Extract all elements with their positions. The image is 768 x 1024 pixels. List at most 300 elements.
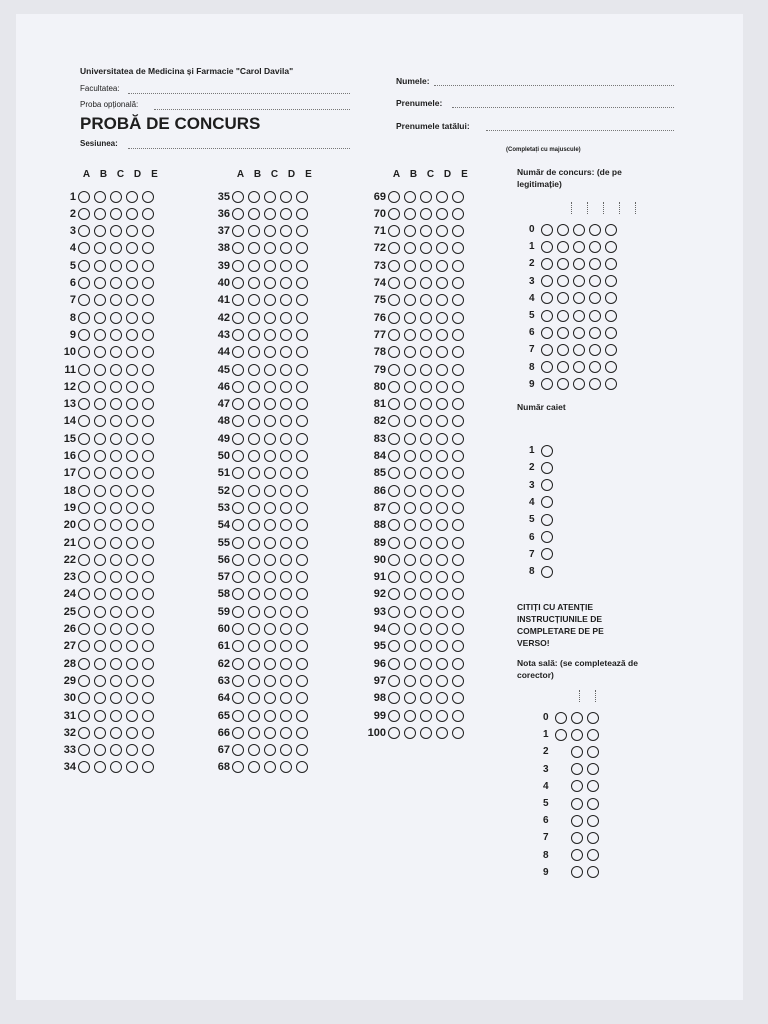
answer-bubble[interactable] [248, 710, 260, 722]
grade-decimal-bubble[interactable] [587, 780, 599, 792]
answer-bubble[interactable] [436, 191, 448, 203]
answer-bubble[interactable] [280, 398, 292, 410]
answer-bubble[interactable] [388, 606, 400, 618]
answer-bubble[interactable] [94, 346, 106, 358]
contest-bubble[interactable] [589, 241, 601, 253]
answer-bubble[interactable] [126, 640, 138, 652]
answer-bubble[interactable] [388, 519, 400, 531]
answer-bubble[interactable] [248, 433, 260, 445]
answer-bubble[interactable] [280, 640, 292, 652]
answer-bubble[interactable] [452, 381, 464, 393]
answer-bubble[interactable] [94, 588, 106, 600]
answer-bubble[interactable] [420, 485, 432, 497]
answer-bubble[interactable] [296, 519, 308, 531]
answer-bubble[interactable] [78, 329, 90, 341]
answer-bubble[interactable] [248, 623, 260, 635]
answer-bubble[interactable] [452, 502, 464, 514]
answer-bubble[interactable] [78, 640, 90, 652]
faculty-field[interactable] [128, 93, 350, 94]
answer-bubble[interactable] [94, 485, 106, 497]
grade-units-bubble[interactable] [571, 763, 583, 775]
answer-bubble[interactable] [452, 537, 464, 549]
answer-bubble[interactable] [404, 346, 416, 358]
answer-bubble[interactable] [264, 537, 276, 549]
answer-bubble[interactable] [94, 381, 106, 393]
answer-bubble[interactable] [296, 485, 308, 497]
answer-bubble[interactable] [420, 433, 432, 445]
answer-bubble[interactable] [280, 519, 292, 531]
answer-bubble[interactable] [436, 692, 448, 704]
answer-bubble[interactable] [420, 364, 432, 376]
answer-bubble[interactable] [436, 658, 448, 670]
answer-bubble[interactable] [232, 450, 244, 462]
answer-bubble[interactable] [110, 761, 122, 773]
contest-bubble[interactable] [557, 275, 569, 287]
answer-bubble[interactable] [436, 277, 448, 289]
booklet-bubble[interactable] [541, 531, 553, 543]
answer-bubble[interactable] [232, 640, 244, 652]
answer-bubble[interactable] [404, 225, 416, 237]
answer-bubble[interactable] [78, 675, 90, 687]
contest-bubble[interactable] [541, 378, 553, 390]
grade-units-bubble[interactable] [571, 712, 583, 724]
answer-bubble[interactable] [264, 312, 276, 324]
answer-bubble[interactable] [232, 710, 244, 722]
answer-bubble[interactable] [264, 329, 276, 341]
contest-bubble[interactable] [589, 378, 601, 390]
answer-bubble[interactable] [264, 554, 276, 566]
answer-bubble[interactable] [232, 554, 244, 566]
answer-bubble[interactable] [110, 433, 122, 445]
answer-bubble[interactable] [452, 260, 464, 272]
answer-bubble[interactable] [436, 312, 448, 324]
contest-bubble[interactable] [557, 258, 569, 270]
answer-bubble[interactable] [452, 312, 464, 324]
answer-bubble[interactable] [420, 381, 432, 393]
contest-bubble[interactable] [573, 224, 585, 236]
answer-bubble[interactable] [248, 554, 260, 566]
answer-bubble[interactable] [142, 571, 154, 583]
answer-bubble[interactable] [126, 346, 138, 358]
answer-bubble[interactable] [126, 658, 138, 670]
answer-bubble[interactable] [142, 242, 154, 254]
answer-bubble[interactable] [264, 744, 276, 756]
answer-bubble[interactable] [78, 346, 90, 358]
answer-bubble[interactable] [248, 277, 260, 289]
answer-bubble[interactable] [436, 623, 448, 635]
answer-bubble[interactable] [232, 312, 244, 324]
answer-bubble[interactable] [142, 398, 154, 410]
answer-bubble[interactable] [280, 692, 292, 704]
answer-bubble[interactable] [142, 658, 154, 670]
answer-bubble[interactable] [78, 606, 90, 618]
grade-decimal-bubble[interactable] [587, 832, 599, 844]
answer-bubble[interactable] [110, 502, 122, 514]
answer-bubble[interactable] [280, 571, 292, 583]
answer-bubble[interactable] [232, 606, 244, 618]
answer-bubble[interactable] [142, 537, 154, 549]
answer-bubble[interactable] [248, 692, 260, 704]
contest-bubble[interactable] [541, 258, 553, 270]
answer-bubble[interactable] [232, 346, 244, 358]
answer-bubble[interactable] [436, 675, 448, 687]
answer-bubble[interactable] [78, 537, 90, 549]
answer-bubble[interactable] [388, 277, 400, 289]
booklet-bubble[interactable] [541, 548, 553, 560]
firstname-field[interactable] [452, 107, 674, 108]
answer-bubble[interactable] [420, 606, 432, 618]
answer-bubble[interactable] [452, 692, 464, 704]
answer-bubble[interactable] [404, 537, 416, 549]
answer-bubble[interactable] [248, 242, 260, 254]
answer-bubble[interactable] [264, 623, 276, 635]
answer-bubble[interactable] [388, 554, 400, 566]
answer-bubble[interactable] [248, 640, 260, 652]
answer-bubble[interactable] [388, 571, 400, 583]
contest-bubble[interactable] [557, 378, 569, 390]
answer-bubble[interactable] [110, 191, 122, 203]
contest-bubble[interactable] [589, 361, 601, 373]
answer-bubble[interactable] [280, 554, 292, 566]
answer-bubble[interactable] [280, 381, 292, 393]
answer-bubble[interactable] [404, 502, 416, 514]
answer-bubble[interactable] [110, 242, 122, 254]
answer-bubble[interactable] [142, 502, 154, 514]
contest-bubble[interactable] [557, 361, 569, 373]
answer-bubble[interactable] [248, 329, 260, 341]
answer-bubble[interactable] [248, 450, 260, 462]
answer-bubble[interactable] [296, 537, 308, 549]
answer-bubble[interactable] [420, 519, 432, 531]
answer-bubble[interactable] [110, 260, 122, 272]
answer-bubble[interactable] [264, 658, 276, 670]
answer-bubble[interactable] [94, 398, 106, 410]
answer-bubble[interactable] [126, 606, 138, 618]
answer-bubble[interactable] [280, 623, 292, 635]
answer-bubble[interactable] [142, 623, 154, 635]
answer-bubble[interactable] [452, 588, 464, 600]
answer-bubble[interactable] [248, 727, 260, 739]
answer-bubble[interactable] [126, 242, 138, 254]
answer-bubble[interactable] [436, 606, 448, 618]
answer-bubble[interactable] [280, 502, 292, 514]
answer-bubble[interactable] [280, 329, 292, 341]
answer-bubble[interactable] [264, 606, 276, 618]
answer-bubble[interactable] [280, 727, 292, 739]
answer-bubble[interactable] [94, 658, 106, 670]
answer-bubble[interactable] [296, 277, 308, 289]
answer-bubble[interactable] [296, 675, 308, 687]
contest-bubble[interactable] [589, 292, 601, 304]
booklet-bubble[interactable] [541, 566, 553, 578]
answer-bubble[interactable] [404, 623, 416, 635]
grade-units-bubble[interactable] [571, 746, 583, 758]
answer-bubble[interactable] [232, 658, 244, 670]
contest-bubble[interactable] [573, 275, 585, 287]
answer-bubble[interactable] [420, 502, 432, 514]
answer-bubble[interactable] [264, 415, 276, 427]
answer-bubble[interactable] [452, 364, 464, 376]
answer-bubble[interactable] [452, 675, 464, 687]
answer-bubble[interactable] [264, 675, 276, 687]
answer-bubble[interactable] [232, 398, 244, 410]
answer-bubble[interactable] [142, 761, 154, 773]
answer-bubble[interactable] [296, 294, 308, 306]
answer-bubble[interactable] [452, 710, 464, 722]
answer-bubble[interactable] [264, 692, 276, 704]
answer-bubble[interactable] [404, 415, 416, 427]
grade-tens-bubble[interactable] [555, 712, 567, 724]
answer-bubble[interactable] [110, 294, 122, 306]
answer-bubble[interactable] [126, 208, 138, 220]
answer-bubble[interactable] [420, 277, 432, 289]
answer-bubble[interactable] [420, 588, 432, 600]
contest-bubble[interactable] [541, 292, 553, 304]
answer-bubble[interactable] [232, 623, 244, 635]
answer-bubble[interactable] [280, 537, 292, 549]
answer-bubble[interactable] [436, 364, 448, 376]
answer-bubble[interactable] [388, 727, 400, 739]
answer-bubble[interactable] [248, 364, 260, 376]
answer-bubble[interactable] [94, 571, 106, 583]
answer-bubble[interactable] [436, 588, 448, 600]
answer-bubble[interactable] [420, 225, 432, 237]
answer-bubble[interactable] [280, 191, 292, 203]
answer-bubble[interactable] [110, 485, 122, 497]
answer-bubble[interactable] [420, 242, 432, 254]
answer-bubble[interactable] [420, 710, 432, 722]
answer-bubble[interactable] [420, 208, 432, 220]
contest-bubble[interactable] [541, 310, 553, 322]
answer-bubble[interactable] [420, 450, 432, 462]
grade-decimal-bubble[interactable] [587, 712, 599, 724]
grade-units-bubble[interactable] [571, 729, 583, 741]
answer-bubble[interactable] [388, 225, 400, 237]
answer-bubble[interactable] [248, 675, 260, 687]
answer-bubble[interactable] [110, 467, 122, 479]
answer-bubble[interactable] [110, 415, 122, 427]
answer-bubble[interactable] [404, 692, 416, 704]
answer-bubble[interactable] [436, 450, 448, 462]
answer-bubble[interactable] [264, 727, 276, 739]
answer-bubble[interactable] [420, 415, 432, 427]
answer-bubble[interactable] [404, 450, 416, 462]
answer-bubble[interactable] [126, 450, 138, 462]
answer-bubble[interactable] [232, 277, 244, 289]
answer-bubble[interactable] [296, 260, 308, 272]
answer-bubble[interactable] [94, 761, 106, 773]
answer-bubble[interactable] [142, 675, 154, 687]
answer-bubble[interactable] [94, 606, 106, 618]
answer-bubble[interactable] [110, 398, 122, 410]
answer-bubble[interactable] [296, 346, 308, 358]
answer-bubble[interactable] [126, 294, 138, 306]
grade-decimal-bubble[interactable] [587, 746, 599, 758]
answer-bubble[interactable] [420, 191, 432, 203]
answer-bubble[interactable] [452, 277, 464, 289]
answer-bubble[interactable] [78, 761, 90, 773]
contest-bubble[interactable] [541, 224, 553, 236]
answer-bubble[interactable] [280, 744, 292, 756]
answer-bubble[interactable] [94, 294, 106, 306]
answer-bubble[interactable] [296, 381, 308, 393]
answer-bubble[interactable] [94, 450, 106, 462]
answer-bubble[interactable] [248, 398, 260, 410]
contest-bubble[interactable] [589, 258, 601, 270]
answer-bubble[interactable] [78, 485, 90, 497]
answer-bubble[interactable] [296, 744, 308, 756]
answer-bubble[interactable] [420, 294, 432, 306]
answer-bubble[interactable] [78, 450, 90, 462]
answer-bubble[interactable] [94, 277, 106, 289]
answer-bubble[interactable] [78, 381, 90, 393]
answer-bubble[interactable] [388, 502, 400, 514]
contest-bubble[interactable] [557, 327, 569, 339]
answer-bubble[interactable] [142, 640, 154, 652]
answer-bubble[interactable] [142, 727, 154, 739]
answer-bubble[interactable] [110, 675, 122, 687]
answer-bubble[interactable] [94, 623, 106, 635]
answer-bubble[interactable] [264, 364, 276, 376]
answer-bubble[interactable] [264, 277, 276, 289]
answer-bubble[interactable] [420, 571, 432, 583]
answer-bubble[interactable] [296, 225, 308, 237]
answer-bubble[interactable] [78, 415, 90, 427]
answer-bubble[interactable] [296, 502, 308, 514]
answer-bubble[interactable] [94, 329, 106, 341]
answer-bubble[interactable] [142, 588, 154, 600]
answer-bubble[interactable] [110, 554, 122, 566]
answer-bubble[interactable] [404, 485, 416, 497]
lastname-field[interactable] [434, 85, 674, 86]
answer-bubble[interactable] [126, 710, 138, 722]
grade-units-bubble[interactable] [571, 849, 583, 861]
contest-bubble[interactable] [605, 241, 617, 253]
answer-bubble[interactable] [110, 364, 122, 376]
answer-bubble[interactable] [110, 346, 122, 358]
answer-bubble[interactable] [436, 433, 448, 445]
contest-bubble[interactable] [605, 378, 617, 390]
answer-bubble[interactable] [388, 312, 400, 324]
answer-bubble[interactable] [404, 364, 416, 376]
answer-bubble[interactable] [78, 571, 90, 583]
answer-bubble[interactable] [388, 537, 400, 549]
answer-bubble[interactable] [296, 415, 308, 427]
answer-bubble[interactable] [420, 658, 432, 670]
answer-bubble[interactable] [280, 675, 292, 687]
contest-bubble[interactable] [557, 310, 569, 322]
answer-bubble[interactable] [94, 640, 106, 652]
answer-bubble[interactable] [142, 519, 154, 531]
answer-bubble[interactable] [280, 260, 292, 272]
answer-bubble[interactable] [436, 485, 448, 497]
grade-decimal-bubble[interactable] [587, 849, 599, 861]
answer-bubble[interactable] [296, 727, 308, 739]
answer-bubble[interactable] [142, 191, 154, 203]
answer-bubble[interactable] [232, 329, 244, 341]
answer-bubble[interactable] [388, 294, 400, 306]
answer-bubble[interactable] [296, 208, 308, 220]
answer-bubble[interactable] [110, 692, 122, 704]
answer-bubble[interactable] [248, 744, 260, 756]
answer-bubble[interactable] [232, 381, 244, 393]
contest-bubble[interactable] [589, 224, 601, 236]
contest-bubble[interactable] [605, 327, 617, 339]
answer-bubble[interactable] [142, 312, 154, 324]
answer-bubble[interactable] [436, 640, 448, 652]
answer-bubble[interactable] [248, 658, 260, 670]
answer-bubble[interactable] [110, 606, 122, 618]
answer-bubble[interactable] [280, 346, 292, 358]
answer-bubble[interactable] [126, 467, 138, 479]
answer-bubble[interactable] [388, 640, 400, 652]
answer-bubble[interactable] [436, 294, 448, 306]
answer-bubble[interactable] [78, 692, 90, 704]
answer-bubble[interactable] [436, 242, 448, 254]
answer-bubble[interactable] [404, 519, 416, 531]
answer-bubble[interactable] [436, 554, 448, 566]
grade-units-bubble[interactable] [571, 798, 583, 810]
answer-bubble[interactable] [126, 571, 138, 583]
answer-bubble[interactable] [94, 260, 106, 272]
answer-bubble[interactable] [110, 623, 122, 635]
answer-bubble[interactable] [94, 208, 106, 220]
answer-bubble[interactable] [264, 571, 276, 583]
answer-bubble[interactable] [232, 260, 244, 272]
answer-bubble[interactable] [296, 761, 308, 773]
answer-bubble[interactable] [388, 381, 400, 393]
answer-bubble[interactable] [232, 294, 244, 306]
answer-bubble[interactable] [436, 710, 448, 722]
answer-bubble[interactable] [232, 502, 244, 514]
answer-bubble[interactable] [264, 191, 276, 203]
contest-bubble[interactable] [541, 361, 553, 373]
answer-bubble[interactable] [404, 398, 416, 410]
answer-bubble[interactable] [264, 467, 276, 479]
answer-bubble[interactable] [126, 761, 138, 773]
answer-bubble[interactable] [436, 398, 448, 410]
answer-bubble[interactable] [452, 433, 464, 445]
contest-bubble[interactable] [541, 275, 553, 287]
answer-bubble[interactable] [280, 588, 292, 600]
contest-bubble[interactable] [589, 275, 601, 287]
answer-bubble[interactable] [78, 658, 90, 670]
answer-bubble[interactable] [452, 519, 464, 531]
answer-bubble[interactable] [126, 502, 138, 514]
answer-bubble[interactable] [94, 744, 106, 756]
answer-bubble[interactable] [142, 692, 154, 704]
answer-bubble[interactable] [388, 260, 400, 272]
answer-bubble[interactable] [94, 692, 106, 704]
answer-bubble[interactable] [452, 208, 464, 220]
answer-bubble[interactable] [142, 710, 154, 722]
answer-bubble[interactable] [248, 537, 260, 549]
answer-bubble[interactable] [436, 519, 448, 531]
answer-bubble[interactable] [280, 606, 292, 618]
answer-bubble[interactable] [264, 588, 276, 600]
contest-bubble[interactable] [573, 292, 585, 304]
answer-bubble[interactable] [110, 381, 122, 393]
grade-decimal-bubble[interactable] [587, 798, 599, 810]
answer-bubble[interactable] [404, 588, 416, 600]
answer-bubble[interactable] [126, 381, 138, 393]
answer-bubble[interactable] [452, 398, 464, 410]
answer-bubble[interactable] [264, 294, 276, 306]
answer-bubble[interactable] [232, 744, 244, 756]
answer-bubble[interactable] [404, 312, 416, 324]
answer-bubble[interactable] [142, 346, 154, 358]
answer-bubble[interactable] [436, 381, 448, 393]
